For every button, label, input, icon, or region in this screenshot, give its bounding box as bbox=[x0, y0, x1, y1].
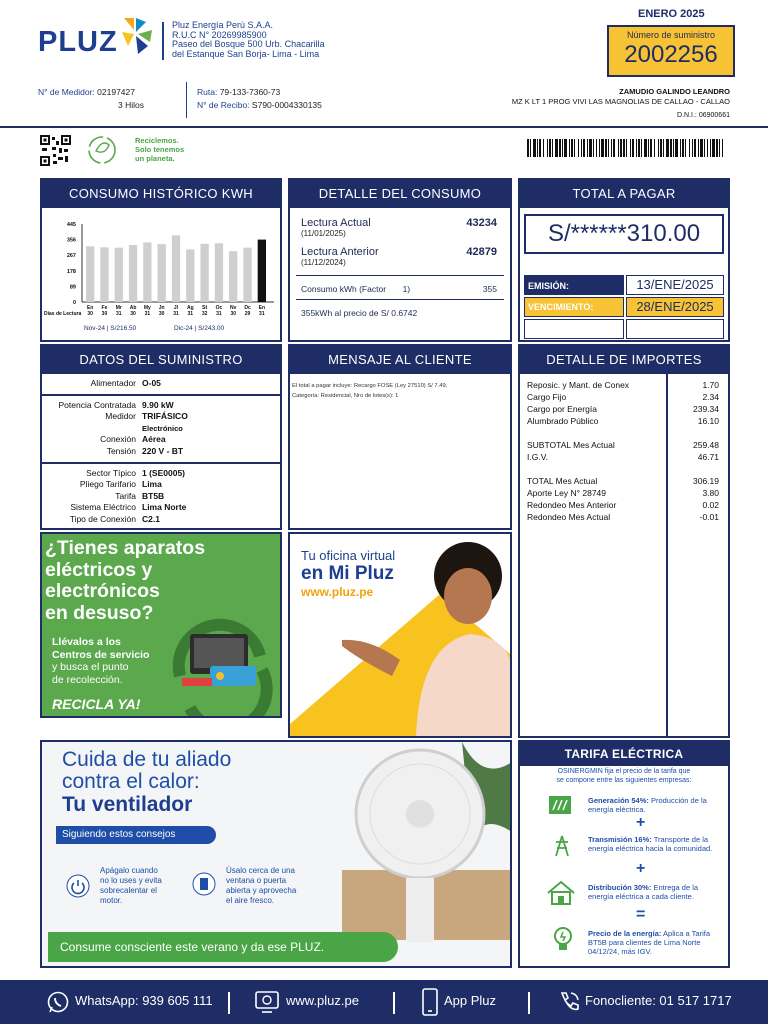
ad1-line-3: electrónicos bbox=[45, 580, 160, 602]
supply-row-label: Pliego Tarifario bbox=[79, 479, 136, 490]
barcode bbox=[527, 139, 723, 157]
power-icon bbox=[66, 874, 90, 898]
tip2-line-1: Úsalo cerca de una bbox=[226, 866, 295, 875]
ad2-line-2: en Mi Pluz bbox=[301, 563, 394, 584]
current-reading-value: 43234 bbox=[466, 217, 497, 229]
charge-value: 306.19 bbox=[693, 476, 719, 486]
company-address: Paseo del Bosque 500 Urb. Chacarilla bbox=[172, 39, 325, 49]
charge-label: Redondeo Mes Anterior bbox=[527, 500, 617, 510]
barcode-bar bbox=[630, 139, 631, 157]
recycle-text-2: Solo tenemos bbox=[135, 145, 185, 154]
supply-row-label: Sector Típico bbox=[86, 467, 136, 478]
ad3-line-2: contra el calor: bbox=[62, 770, 200, 793]
pluz-logo-icon bbox=[118, 16, 154, 56]
tip2-line-2: ventana o puerta bbox=[226, 876, 287, 885]
website-link[interactable]: www.pluz.pe bbox=[286, 993, 359, 1008]
generation-text: Producción de la energía eléctrica. bbox=[588, 796, 707, 814]
web-icon bbox=[254, 988, 280, 1014]
barcode-bar bbox=[569, 139, 570, 157]
plus-2: + bbox=[636, 860, 646, 877]
barcode-bar bbox=[660, 139, 662, 157]
tip2-line-3: abierta y aprovecha bbox=[226, 886, 297, 895]
supply-row bbox=[42, 468, 280, 480]
charge-label: I.G.V. bbox=[527, 452, 548, 462]
equals: = bbox=[636, 906, 646, 923]
receipt-label: N° de Recibo: bbox=[197, 100, 250, 110]
supply-row bbox=[42, 423, 280, 435]
supply-row bbox=[42, 479, 280, 491]
barcode-bar bbox=[533, 139, 536, 157]
ad3-line-1: Cuida de tu aliado bbox=[62, 748, 232, 771]
barcode-bar bbox=[543, 139, 544, 157]
barcode-bar bbox=[648, 139, 649, 157]
barcode-bar bbox=[663, 139, 664, 157]
current-reading-label: Lectura Actual bbox=[301, 217, 371, 229]
charge-label: Reposic. y Mant. de Conex bbox=[527, 380, 630, 390]
billing-period: ENERO 2025 bbox=[638, 8, 705, 20]
days-label: 31 bbox=[115, 311, 122, 317]
barcode-bar bbox=[632, 139, 634, 157]
barcode-bar bbox=[562, 139, 563, 157]
charge-label: TOTAL Mes Actual bbox=[527, 476, 598, 486]
message-line-2: Categoría: Residencial, Nro de lotes(s): 1 bbox=[292, 393, 399, 399]
transmission-title: Transmisión 16%: bbox=[588, 835, 652, 844]
charge-row bbox=[527, 499, 719, 511]
barcode-bar bbox=[623, 139, 625, 157]
tariff-intro-2: se compone entre las siguientes empresas: bbox=[556, 776, 692, 784]
previous-reading-value: 42879 bbox=[466, 246, 497, 258]
barcode-bar bbox=[673, 139, 674, 157]
barcode-bar bbox=[710, 139, 711, 157]
factor-value: 1) bbox=[402, 284, 411, 294]
days-label: 30 bbox=[87, 311, 93, 317]
charge-row bbox=[527, 379, 719, 391]
ad1-line-1: ¿Tienes aparatos bbox=[45, 537, 206, 559]
meter-label: N° de Medidor: bbox=[38, 87, 95, 97]
barcode-bar bbox=[620, 139, 622, 157]
barcode-bar bbox=[712, 139, 715, 157]
x-tick-label: En bbox=[86, 305, 94, 311]
transmission-icon bbox=[550, 834, 574, 858]
barcode-bar bbox=[539, 139, 541, 157]
barcode-bar bbox=[608, 139, 609, 157]
message-panel bbox=[288, 344, 512, 530]
history-bar bbox=[200, 244, 208, 302]
charge-row bbox=[527, 487, 719, 499]
history-bar bbox=[129, 245, 137, 302]
barcode-bar bbox=[698, 139, 699, 157]
charge-row bbox=[527, 451, 719, 463]
charge-label: Cargo por Energía bbox=[527, 404, 597, 414]
x-tick-label: Jn bbox=[158, 305, 165, 311]
ad1-sub-1: Llévalos a los bbox=[52, 636, 121, 648]
barcode-bar bbox=[618, 139, 619, 157]
barcode-bar bbox=[587, 139, 588, 157]
barcode-bar bbox=[613, 139, 615, 157]
whatsapp-link[interactable]: WhatsApp: 939 605 111 bbox=[75, 993, 213, 1008]
charge-value: 0.02 bbox=[702, 500, 719, 510]
supply-row-label bbox=[42, 423, 142, 435]
days-label: 31 bbox=[187, 311, 194, 317]
tip1-line-2: no lo uses y evita bbox=[100, 876, 162, 885]
phone-app-icon bbox=[421, 988, 439, 1016]
barcode-bar bbox=[578, 139, 579, 157]
supply-row-value: TRIFÁSICO bbox=[142, 411, 188, 422]
barcode-bar bbox=[722, 139, 723, 157]
barcode-bar bbox=[689, 139, 690, 157]
days-label: 30 bbox=[130, 311, 136, 317]
smiling-man-photo bbox=[330, 534, 512, 736]
dni-label: D.N.I.: bbox=[677, 112, 697, 119]
recycle-text-3: un planeta. bbox=[135, 154, 175, 163]
charges-panel bbox=[518, 344, 730, 738]
company-ruc: R.U.C N° 20269985900 bbox=[172, 29, 267, 40]
distribution-text: Entrega de la energía eléctrica a cada cliente. bbox=[588, 883, 699, 901]
barcode-bar bbox=[527, 139, 529, 157]
barcode-bar bbox=[666, 139, 669, 157]
total-amount-box: S/******310.00 bbox=[524, 214, 724, 254]
charge-row bbox=[527, 415, 719, 427]
history-chart bbox=[42, 210, 280, 342]
charge-row bbox=[527, 511, 719, 523]
history-bar bbox=[243, 248, 251, 302]
logo: PLUZ bbox=[38, 26, 118, 58]
supply-row bbox=[42, 400, 280, 412]
barcode-bar bbox=[638, 139, 640, 157]
barcode-bar bbox=[700, 139, 703, 157]
supply-row bbox=[42, 491, 280, 503]
supply-number-label: Número de suministro bbox=[626, 30, 716, 40]
factor-label: Consumo kWh (Factor bbox=[301, 284, 387, 294]
price-text: Aplica a Tarifa BT5B para clientes de Lima Norte 04/12/24, más IGV. bbox=[588, 929, 711, 956]
charge-value: -0.01 bbox=[699, 512, 719, 522]
company-name: Pluz Energía Perú S.A.A. bbox=[172, 20, 274, 30]
barcode-bar bbox=[549, 139, 551, 157]
x-tick-label: St bbox=[202, 305, 208, 311]
tariff-title: TARIFA ELÉCTRICA bbox=[520, 742, 728, 766]
x-tick-label: Nv bbox=[230, 305, 237, 311]
barcode-bar bbox=[581, 139, 582, 157]
barcode-bar bbox=[694, 139, 696, 157]
barcode-bar bbox=[552, 139, 553, 157]
x-tick-label: Dc bbox=[244, 305, 251, 311]
total-title: TOTAL A PAGAR bbox=[520, 180, 728, 208]
distribution-icon bbox=[546, 880, 576, 906]
charge-label: Cargo Fijo bbox=[527, 392, 567, 402]
barcode-bar bbox=[692, 139, 693, 157]
barcode-bar bbox=[564, 139, 567, 157]
supply-row-label: Medidor bbox=[105, 411, 136, 422]
emission-date: 13/ENE/2025 bbox=[626, 275, 724, 295]
barcode-bar bbox=[704, 139, 705, 157]
charge-value: 16.10 bbox=[697, 416, 719, 426]
customer-address: MZ K LT 1 PROG VIVI LAS MAGNOLIAS DE CALLAO - CALLAO bbox=[511, 97, 730, 106]
x-tick-label: Fe bbox=[101, 305, 108, 311]
ad1-line-2: eléctricos y bbox=[45, 558, 153, 581]
ad2-url: www.pluz.pe bbox=[301, 585, 374, 599]
due-date-label: VENCIMIENTO: bbox=[528, 302, 594, 312]
charge-value: 46.71 bbox=[697, 452, 719, 462]
tip1-line-3: sobrecalentar el bbox=[100, 886, 157, 895]
days-label: 31 bbox=[144, 311, 151, 317]
barcode-bar bbox=[593, 139, 594, 157]
generation-title: Generación 54%: bbox=[588, 796, 649, 805]
previous-reading-label: Lectura Anterior bbox=[301, 246, 379, 258]
due-date: 28/ENE/2025 bbox=[626, 297, 724, 317]
supply-data-panel bbox=[40, 344, 282, 530]
barcode-bar bbox=[571, 139, 573, 157]
ad1-sub-3: y busca el punto bbox=[52, 661, 129, 673]
supply-row-value: Aérea bbox=[142, 434, 166, 445]
phone-link[interactable]: Fonocliente: 01 517 1717 bbox=[585, 993, 732, 1008]
charge-row bbox=[527, 427, 719, 439]
barcode-bar bbox=[680, 139, 681, 157]
days-label: 30 bbox=[158, 311, 165, 317]
history-bar bbox=[215, 243, 223, 302]
charge-value: 239.34 bbox=[693, 404, 719, 414]
supply-row-value: 1 (SE0005) bbox=[142, 467, 185, 478]
days-axis-label: Días de Lectura bbox=[44, 311, 82, 317]
generation-icon bbox=[548, 794, 572, 816]
barcode-bar bbox=[559, 139, 561, 157]
supply-number-box bbox=[607, 25, 735, 77]
whatsapp-icon bbox=[46, 990, 70, 1014]
y-tick-label: 0 bbox=[72, 300, 76, 306]
route-value: 79-133-7360-73 bbox=[219, 87, 281, 97]
electronics-recycle-icon bbox=[160, 616, 280, 718]
history-bar bbox=[100, 247, 108, 302]
barcode-bar bbox=[644, 139, 647, 157]
recycle-ad bbox=[40, 532, 282, 718]
barcode-bar bbox=[574, 139, 575, 157]
y-tick-label: 178 bbox=[66, 268, 76, 275]
charge-label: Aporte Ley N° 28749 bbox=[527, 488, 607, 498]
charge-row bbox=[527, 403, 719, 415]
x-tick-label: Mr bbox=[115, 305, 122, 311]
app-link[interactable]: App Pluz bbox=[444, 993, 497, 1008]
price-title: Precio de la energía: bbox=[588, 929, 662, 938]
charge-label: Alumbrado Público bbox=[527, 416, 599, 426]
y-tick-label: 267 bbox=[66, 253, 76, 260]
fan-ad bbox=[40, 740, 512, 968]
consumption-panel bbox=[288, 178, 512, 342]
barcode-bar bbox=[547, 139, 548, 157]
barcode-bar bbox=[605, 139, 607, 157]
ad1-sub-2: Centros de servicio bbox=[52, 648, 150, 661]
supply-row-value: Lima Norte bbox=[142, 502, 187, 513]
barcode-bar bbox=[707, 139, 708, 157]
message-line-1: El total a pagar incluye: Recargo FOSE (Ley 27510) S/ 7.49, bbox=[292, 383, 448, 389]
route-label: Ruta: bbox=[197, 87, 218, 97]
history-bar bbox=[229, 251, 237, 302]
supply-row bbox=[42, 411, 280, 423]
tariff-panel bbox=[518, 740, 730, 968]
supply-row-label: Conexión bbox=[100, 434, 136, 445]
mi-pluz-ad bbox=[288, 532, 512, 738]
ad3-line-3: Tu ventilador bbox=[62, 793, 193, 816]
days-label: 29 bbox=[244, 311, 251, 317]
lightbulb-icon bbox=[552, 926, 574, 952]
supply-row-value: O-05 bbox=[142, 378, 161, 388]
x-tick-label: Jl bbox=[173, 305, 179, 311]
tips-badge: Siguiendo estos consejos bbox=[56, 826, 216, 844]
supply-row-label: Tipo de Conexión bbox=[69, 513, 136, 524]
transmission-text: Transporte de la energía eléctrica hacia la comunidad. bbox=[588, 835, 713, 853]
tariff-intro-1: OSINERGMIN fija el precio de la tarifa que bbox=[557, 768, 691, 775]
current-reading-date: (11/01/2025) bbox=[301, 229, 346, 238]
receipt-number: S790-0004330135 bbox=[251, 100, 322, 110]
emission-label: EMISIÓN: bbox=[528, 281, 570, 291]
supply-row bbox=[42, 502, 280, 514]
customer-name: ZAMUDIO GALINDO LEANDRO bbox=[619, 87, 730, 96]
supply-data-title: DATOS DEL SUMINISTRO bbox=[42, 346, 280, 374]
charges-title: DETALLE DE IMPORTES bbox=[520, 346, 728, 374]
fan-photo bbox=[342, 742, 512, 942]
days-label: 31 bbox=[216, 311, 222, 317]
days-label: 30 bbox=[230, 311, 237, 317]
barcode-bar bbox=[601, 139, 604, 157]
barcode-bar bbox=[611, 139, 612, 157]
supply-row-label: Potencia Contratada bbox=[58, 399, 136, 410]
y-tick-label: 445 bbox=[66, 222, 76, 228]
x-tick-label: En bbox=[258, 305, 266, 311]
history-bar bbox=[86, 246, 94, 302]
barcode-bar bbox=[537, 139, 538, 157]
supply-row bbox=[42, 434, 280, 446]
barcode-bar bbox=[636, 139, 637, 157]
supply-row bbox=[42, 378, 280, 390]
call-icon bbox=[557, 990, 581, 1014]
door-icon bbox=[192, 872, 216, 896]
plus-1: + bbox=[636, 814, 646, 831]
charge-row bbox=[527, 439, 719, 451]
barcode-bar bbox=[716, 139, 718, 157]
barcode-bar bbox=[682, 139, 684, 157]
supply-row-label: Alimentador bbox=[90, 378, 136, 388]
barcode-bar bbox=[641, 139, 642, 157]
barcode-bar bbox=[596, 139, 597, 157]
barcode-bar bbox=[589, 139, 592, 157]
history-footer-right: Dic-24 | S/243.00 bbox=[174, 325, 225, 332]
charge-value: 1.70 bbox=[702, 380, 719, 390]
x-tick-label: My bbox=[143, 305, 151, 311]
history-bar bbox=[172, 235, 180, 302]
supply-row-value: BT5B bbox=[142, 490, 165, 501]
history-title: CONSUMO HISTÓRICO KWH bbox=[42, 180, 280, 208]
footer bbox=[0, 980, 768, 1024]
barcode-bar bbox=[650, 139, 652, 157]
charge-value: 3.80 bbox=[702, 488, 719, 498]
barcode-bar bbox=[685, 139, 686, 157]
message-title: MENSAJE AL CLIENTE bbox=[290, 346, 510, 374]
charge-label: SUBTOTAL Mes Actual bbox=[527, 440, 615, 450]
days-label: 31 bbox=[259, 311, 265, 317]
consumption-title: DETALLE DEL CONSUMO bbox=[290, 180, 510, 208]
barcode-bar bbox=[626, 139, 627, 157]
supply-row-value: C2.1 bbox=[142, 513, 160, 524]
consumption-kwh: 355 bbox=[482, 284, 497, 294]
supply-row-label: Tarifa bbox=[115, 490, 136, 501]
recycle-text-1: Reciclemos. bbox=[135, 136, 179, 145]
distribution-title: Distribución 30%: bbox=[588, 883, 652, 892]
charge-row bbox=[527, 475, 719, 487]
qr-code-icon bbox=[40, 135, 71, 166]
barcode-bar bbox=[670, 139, 672, 157]
y-tick-label: 356 bbox=[66, 237, 76, 244]
supply-row-value: Electrónico bbox=[142, 423, 183, 433]
supply-row-label: Tensión bbox=[106, 445, 136, 456]
ad2-line-1: Tu oficina virtual bbox=[301, 548, 396, 563]
barcode-bar bbox=[555, 139, 558, 157]
charge-row bbox=[527, 391, 719, 403]
supply-row bbox=[42, 514, 280, 526]
tip2-line-4: el aire fresco. bbox=[226, 896, 275, 905]
x-tick-label: Ag bbox=[186, 305, 194, 311]
supply-number: 2002256 bbox=[624, 41, 718, 68]
supply-row bbox=[42, 446, 280, 458]
days-label: 31 bbox=[173, 311, 179, 317]
charge-row bbox=[527, 463, 719, 475]
company-address-2: del Estanque San Borja- Lima - Lima bbox=[172, 48, 320, 59]
barcode-bar bbox=[719, 139, 720, 157]
charge-label: Redondeo Mes Actual bbox=[527, 512, 611, 522]
history-bar bbox=[115, 248, 123, 302]
x-tick-label: Ab bbox=[129, 305, 137, 311]
history-bar bbox=[143, 242, 151, 302]
recycle-icon bbox=[85, 133, 119, 165]
days-label: 30 bbox=[101, 311, 108, 317]
ad1-line-4: en desuso? bbox=[45, 601, 154, 624]
previous-reading-date: (11/12/2024) bbox=[301, 258, 346, 267]
charge-value: 2.34 bbox=[702, 392, 719, 402]
total-panel bbox=[518, 178, 730, 342]
barcode-bar bbox=[654, 139, 655, 157]
supply-row-label: Sistema Eléctrico bbox=[70, 502, 136, 513]
barcode-bar bbox=[530, 139, 531, 157]
barcode-bar bbox=[658, 139, 659, 157]
meter-number: 02197427 bbox=[97, 87, 135, 97]
consume-banner: Consume consciente este verano y da ese PLUZ. bbox=[48, 932, 398, 962]
tip1-line-4: motor. bbox=[100, 896, 123, 905]
charge-value: 259.48 bbox=[693, 440, 719, 450]
history-panel bbox=[40, 178, 282, 342]
supply-row-value: Lima bbox=[142, 479, 162, 490]
days-label: 32 bbox=[201, 311, 208, 317]
ad1-sub-4: de recolección. bbox=[52, 673, 123, 686]
y-tick-label: 89 bbox=[69, 284, 76, 291]
supply-row-value: 220 V - BT bbox=[142, 445, 184, 456]
barcode-bar bbox=[675, 139, 678, 157]
history-footer-left: Nov-24 | S/216.50 bbox=[84, 325, 137, 332]
supply-row-value: 9.90 kW bbox=[142, 399, 174, 410]
barcode-bar bbox=[583, 139, 585, 157]
dni-value: 06900661 bbox=[698, 112, 730, 119]
recicla-ya-logo: RECICLA YA! bbox=[52, 696, 141, 712]
history-bar bbox=[158, 244, 166, 302]
history-bar bbox=[186, 249, 194, 302]
price-note: 355kWh al precio de S/ 0.6742 bbox=[301, 308, 418, 318]
history-bar bbox=[258, 240, 266, 302]
meter-wires: 3 Hilos bbox=[118, 100, 144, 110]
tip1-line-1: Apágalo cuando bbox=[100, 866, 158, 875]
barcode-bar bbox=[599, 139, 600, 157]
x-tick-label: Oc bbox=[215, 305, 223, 311]
